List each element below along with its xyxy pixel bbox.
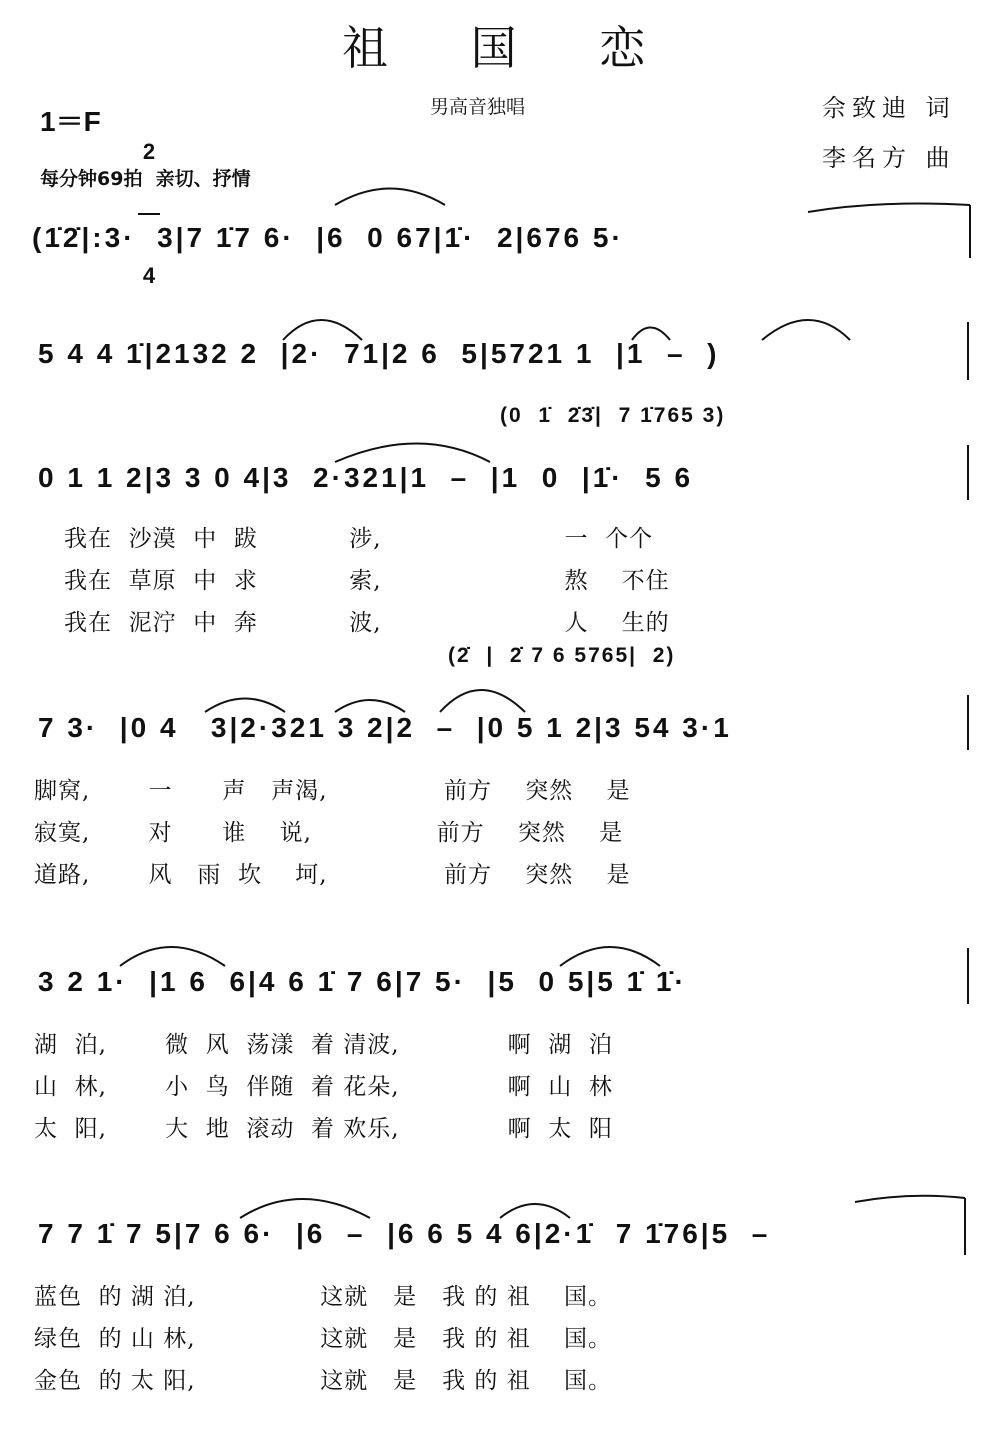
- slur: [240, 1199, 370, 1218]
- slur: [205, 699, 285, 713]
- slur: [335, 700, 405, 712]
- system-5-lyric-2: 山 林, 小 鸟 伴随 着 花朵, 啊 山 林: [34, 1074, 613, 1100]
- system-5-lyric-3: 太 阳, 大 地 滚动 着 欢乐, 啊 太 阳: [34, 1116, 613, 1142]
- lyricist-credit: 佘致迪 词: [822, 94, 956, 122]
- system-4-lyric-1: 脚窝, 一 声 声渴, 前方 突然 是: [34, 778, 631, 804]
- performance-note: 男高音独唱: [430, 96, 526, 118]
- system-4-alt-notes: (2̇ | 2̇ 7 6 5765| 2): [448, 644, 676, 667]
- system-6-lyric-3: 金色 的 太 阳, 这就 是 我 的 祖 国。: [34, 1368, 612, 1394]
- slur: [283, 320, 362, 340]
- system-4-lyric-2: 寂寞, 对 谁 说, 前方 突然 是: [34, 820, 624, 846]
- slur: [500, 1204, 570, 1218]
- time-signature-top: 2: [142, 139, 156, 164]
- slur: [632, 328, 670, 341]
- system-5-notes: 3 2 1· |1 6 6|4 6 1̇ 7 6|7 5· |5 0 5|5 1̇ 1̇·: [38, 966, 687, 997]
- system-6-lyric-2: 绿色 的 山 林, 这就 是 我 的 祖 国。: [34, 1326, 612, 1352]
- key-signature: 1＝F: [40, 106, 101, 137]
- page-title: 祖 国 恋: [342, 21, 680, 75]
- system-3-lyric-1: 我在 沙漠 中 跋 涉, 一 个个: [64, 526, 654, 552]
- slur: [335, 444, 490, 463]
- system-3-notes: 0 1 1 2|3 3 0 4|3 2·321|1 – |1 0 |1̇· 5 6: [38, 462, 694, 493]
- system-3-lyric-3: 我在 泥泞 中 奔 波, 人 生的: [64, 610, 670, 636]
- slur: [440, 690, 525, 712]
- slur: [762, 320, 850, 340]
- system-1-notes: (1̇2̇|:3· 3|7 1̇7 6· |6 0 67|1̇· 2|676 5·: [32, 222, 624, 253]
- tempo-marking: 每分钟69拍 亲切、抒情: [40, 168, 251, 190]
- system-3-alt-notes: (0 1̇ 2̇3̇| 7 1̇765 3): [500, 404, 726, 427]
- system-4-notes: 7 3· |0 4 3|2·321 3 2|2 – |0 5 1 2|3 54 3·1: [38, 712, 732, 743]
- system-5-lyric-1: 湖 泊, 微 风 荡漾 着 清波, 啊 湖 泊: [34, 1032, 613, 1058]
- time-signature-bottom: 4: [142, 263, 156, 288]
- slur: [335, 189, 445, 206]
- system-3-lyric-2: 我在 草原 中 求 索, 熬 不住: [64, 568, 670, 594]
- slur: [560, 947, 660, 966]
- system-6-lyric-1: 蓝色 的 湖 泊, 这就 是 我 的 祖 国。: [34, 1284, 612, 1310]
- slur: [120, 947, 225, 966]
- system-2-notes: 5 4 4 1̇|2132 2 |2· 71|2 6 5|5721 1 |1 – ): [38, 338, 720, 369]
- composer-credit: 李名方 曲: [822, 144, 956, 172]
- slur: [855, 1196, 965, 1202]
- system-6-notes: 7 7 1̇ 7 5|7 6 6· |6 – |6 6 5 4 6|2·1̇ 7 1̇76|5 –: [38, 1218, 771, 1249]
- system-4-lyric-3: 道路, 风 雨 坎 坷, 前方 突然 是: [34, 862, 631, 888]
- slur: [808, 204, 970, 212]
